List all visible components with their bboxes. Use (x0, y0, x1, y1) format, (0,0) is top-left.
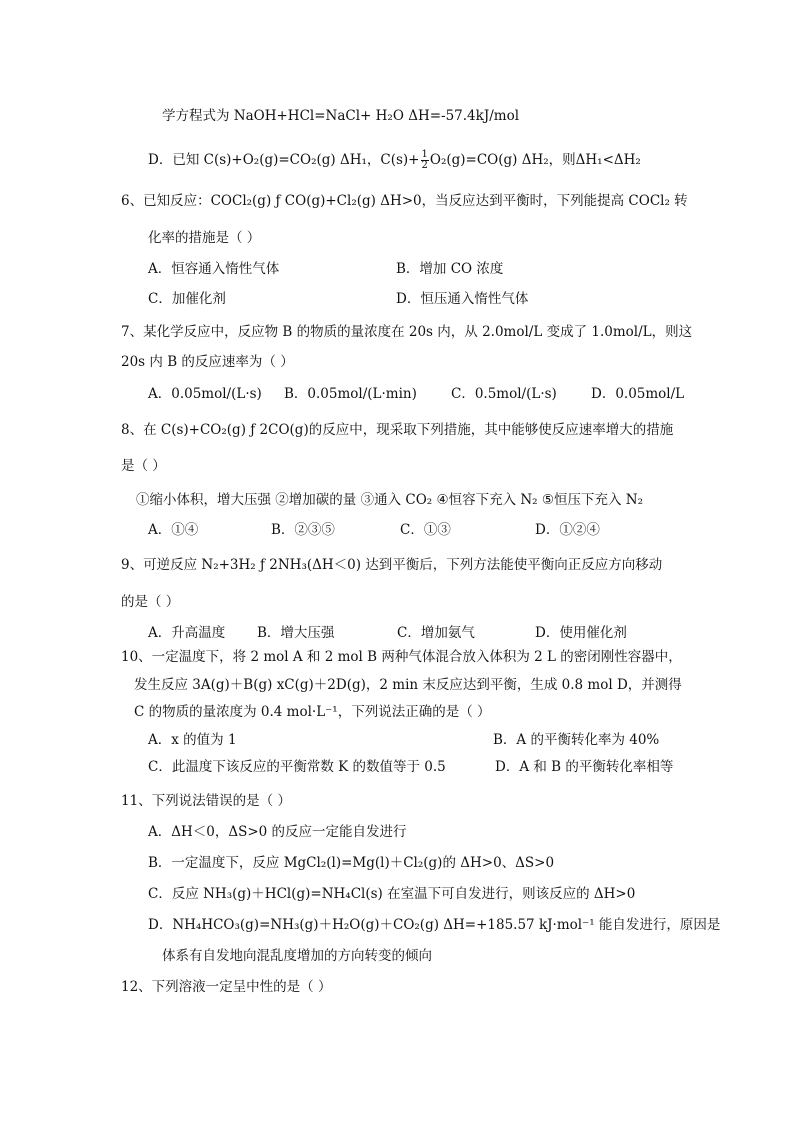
option-c: C．反应 NH₃(g)＋HCl(g)=NH₄Cl(s) 在室温下可自发进行，则该反应的 ΔH>0 (148, 886, 636, 902)
option-c: C．此温度下该反应的平衡常数 K 的数值等于 0.5 (148, 759, 446, 775)
option-d-cont: 体系有自发地向混乱度增加的方向转变的倾向 (162, 948, 432, 964)
question-7-stem: 7、某化学反应中，反应物 B 的物质的量浓度在 20s 内，从 2.0mol/L 变成了 1.0mol/L，则这 (121, 324, 693, 340)
question-9-stem-cont: 的是（ ） (121, 594, 180, 610)
question-12-stem: 12、下列溶液一定呈中性的是（ ） (121, 979, 332, 995)
question-7-stem-cont: 20s 内 B 的反应速率为（ ） (121, 354, 294, 370)
text-fragment: D．已知 C(s)+O₂(g)=CO₂(g) ΔH₁，C(s)+ (148, 152, 420, 168)
option-a: A．恒容通入惰性气体 (148, 261, 280, 277)
option-d: D．A 和 B 的平衡转化率相等 (495, 759, 674, 775)
option-c: C．加催化剂 (148, 291, 226, 307)
option-a: A．ΔH＜0，ΔS>0 的反应一定能自发进行 (148, 824, 407, 840)
fraction (421, 150, 429, 171)
option-c: C．增加氨气 (397, 625, 475, 641)
text-line: 学方程式为 NaOH+HCl=NaCl+ H₂O ΔH=-57.4kJ/mol (162, 108, 520, 124)
option-c: C．①③ (400, 522, 451, 538)
option-b: B．0.05mol/(L·min) (284, 386, 417, 402)
question-9-stem: 9、可逆反应 N₂+3H₂ ƒ 2NH₃(ΔH＜0) 达到平衡后，下列方法能使平衡向正反应方向移动 (121, 557, 663, 573)
question-10-stem-cont: C 的物质的量浓度为 0.4 mol·L⁻¹，下列说法正确的是（ ） (134, 704, 491, 720)
option-b: B．一定温度下，反应 MgCl₂(l)=Mg(l)＋Cl₂(g)的 ΔH>0、ΔS>0 (148, 855, 555, 871)
question-8-stem-cont: 是（ ） (121, 458, 166, 474)
option-a: A．0.05mol/(L·s) (148, 386, 262, 402)
option-d: D．使用催化剂 (535, 625, 627, 641)
question-11-stem: 11、下列说法错误的是（ ） (121, 793, 291, 809)
option-a: A．①④ (148, 522, 199, 538)
option-c: C．0.5mol/(L·s) (451, 386, 557, 402)
option-b: B．A 的平衡转化率为 40% (493, 732, 660, 748)
question-10-stem-cont: 发生反应 3A(g)＋B(g) xC(g)＋2D(g)，2 min 末反应达到平衡，生成 0.8 mol D，并测得 (134, 677, 682, 693)
option-d: D．恒压通入惰性气体 (396, 291, 529, 307)
fraction-numerator: 1 (421, 149, 428, 160)
option-b: B．增大压强 (257, 625, 335, 641)
option-d: D．NH₄HCO₃(g)=NH₃(g)＋H₂O(g)＋CO₂(g) ΔH=+185.57 kJ·mol⁻¹ 能自发进行，原因是 (148, 917, 721, 933)
fraction-denominator: 2 (421, 160, 428, 171)
question-8-measures: ①缩小体积，增大压强 ②增加碳的量 ③通入 CO₂ ④恒容下充入 N₂ ⑤恒压下充入 N₂ (136, 492, 644, 508)
question-6-stem: 6、已知反应：COCl₂(g) ƒ CO(g)+Cl₂(g) ΔH>0，当反应达到平衡时，下列能提高 COCl₂ 转 (121, 193, 688, 209)
option-d: D．0.05mol/L (591, 386, 685, 402)
question-6-stem-cont: 化率的措施是（ ） (148, 230, 261, 246)
option-b: B．②③⑤ (271, 522, 335, 538)
option-b: B．增加 CO 浓度 (396, 261, 504, 277)
option-a: A．x 的值为 1 (148, 732, 237, 748)
question-10-stem: 10、一定温度下，将 2 mol A 和 2 mol B 两种气体混合放入体积为 2 L 的密闭刚性容器中， (121, 649, 682, 665)
question-8-stem: 8、在 C(s)+CO₂(g) ƒ 2CO(g)的反应中，现采取下列措施，其中能够使反应速率增大的措施 (121, 422, 674, 438)
option-d: D．①②④ (535, 522, 600, 538)
text-fragment: O₂(g)=CO(g) ΔH₂，则ΔH₁<ΔH₂ (429, 152, 641, 168)
option-a: A．升高温度 (148, 625, 226, 641)
option-d-line (148, 150, 641, 171)
